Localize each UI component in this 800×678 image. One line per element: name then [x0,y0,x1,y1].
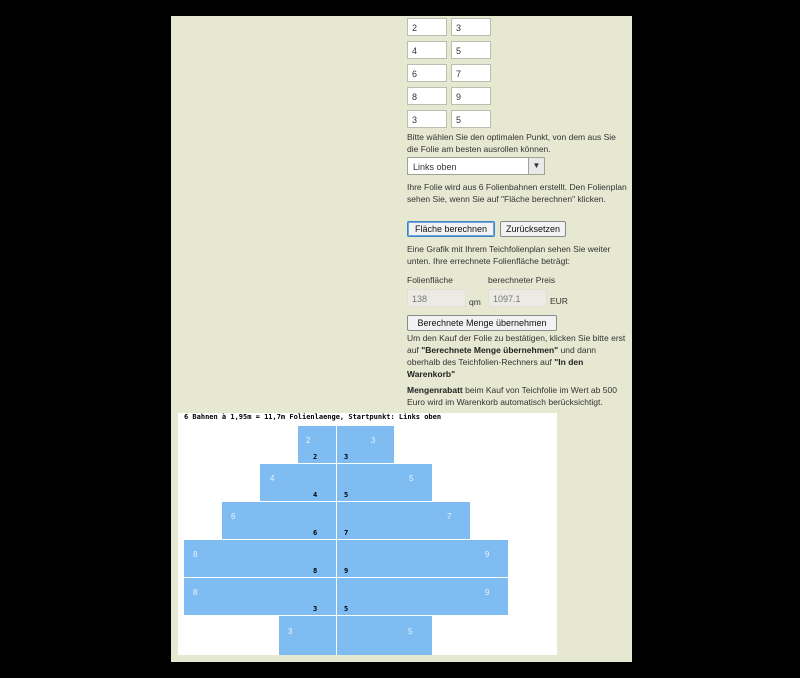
strip-label: 7 [447,512,452,521]
start-point-select[interactable] [407,157,545,175]
liner-strip [337,426,394,463]
width-input[interactable]: 5 [451,41,491,59]
start-point-prompt: Bitte wählen Sie den optimalen Punkt, von dem aus Sie die Folie am besten ausrollen können. [407,132,616,154]
width-input[interactable]: 7 [451,64,491,82]
liner-strip [279,616,337,655]
strip-label: 6 [231,512,236,521]
price-unit: EUR [550,296,568,306]
apply-quantity-reference: "Berechnete Menge übernehmen" [421,345,559,355]
price-value: 1097.1 [488,289,547,307]
strip-label: 9 [485,550,490,559]
length-input[interactable]: 8 [407,87,447,105]
strip-label: 2 [313,453,318,461]
liner-strip [222,502,337,539]
length-input[interactable]: 3 [407,110,447,128]
width-input[interactable]: 3 [451,18,491,36]
strip-label: 3 [288,627,293,636]
strip-label: 9 [344,567,349,575]
width-input[interactable]: 5 [451,110,491,128]
liner-plan-graphic [178,413,557,655]
dimension-row [407,18,497,36]
result-text: Eine Grafik mit Ihrem Teichfolienplan sehen Sie weiter unten. Ihre errechnete Folienfläche beträgt: [407,244,611,266]
price-label: berechneter Preis [488,275,556,285]
strip-label: 8 [313,567,318,575]
strip-label: 7 [344,529,349,537]
liner-strip [337,502,470,539]
dimension-row [407,64,497,82]
area-unit: qm [469,297,481,307]
strip-label: 5 [409,474,414,483]
length-input[interactable]: 6 [407,64,447,82]
strip-label: 8 [193,550,198,559]
start-point-selected: Links oben [413,162,457,172]
strip-label: 4 [313,491,318,499]
strip-label: 5 [344,605,349,613]
discount-label: Mengenrabatt [407,385,463,395]
liner-strip [298,426,337,463]
strip-label: 5 [408,627,413,636]
chevron-down-icon[interactable]: ▼ [528,158,544,174]
purchase-text-2: und dann oberhalb des Teichfolien-Rechners auf [407,345,597,367]
dimension-row [407,110,497,128]
liner-strip [337,540,508,577]
discount-text: beim Kauf von Teichfolie im Wert ab 500 Euro wird im Warenkorb automatisch berücksichtigt. [407,385,617,407]
liner-strip [337,464,432,501]
strip-label: 3 [344,453,349,461]
page-content [171,16,632,662]
strip-label: 4 [270,474,275,483]
purchase-instructions [407,332,629,380]
dimension-row [407,41,497,59]
strip-label: 3 [313,605,318,613]
area-value: 138 [407,289,466,307]
reset-button[interactable]: Zurücksetzen [500,221,566,237]
area-label: Folienfläche [407,275,453,285]
liner-strip [337,616,432,655]
strip-label: 8 [193,588,198,597]
strip-label: 9 [485,588,490,597]
calculate-button[interactable]: Fläche berechnen [407,221,495,237]
liner-strip [184,540,337,577]
liner-strip [337,578,508,615]
strip-label: 3 [371,436,376,445]
info-text: Ihre Folie wird aus 6 Folienbahnen erstellt. Den Folienplan sehen Sie, wenn Sie auf "Fläche berechnen" klicken. [407,182,627,204]
add-to-cart-reference: "In den Warenkorb" [407,357,584,379]
length-input[interactable]: 2 [407,18,447,36]
length-input[interactable]: 4 [407,41,447,59]
width-input[interactable]: 9 [451,87,491,105]
dimension-row [407,87,497,105]
liner-strip [260,464,337,501]
discount-note [407,384,629,408]
strip-label: 5 [344,491,349,499]
strip-label: 6 [313,529,318,537]
apply-quantity-button[interactable]: Berechnete Menge übernehmen [407,315,557,331]
plan-title: 6 Bahnen à 1,95m = 11,7m Folienlaenge, Startpunkt: Links oben [184,413,442,421]
liner-strip [184,578,337,615]
strip-label: 2 [306,436,311,445]
purchase-text-1: Um den Kauf der Folie zu bestätigen, klicken Sie bitte erst auf [407,333,626,355]
